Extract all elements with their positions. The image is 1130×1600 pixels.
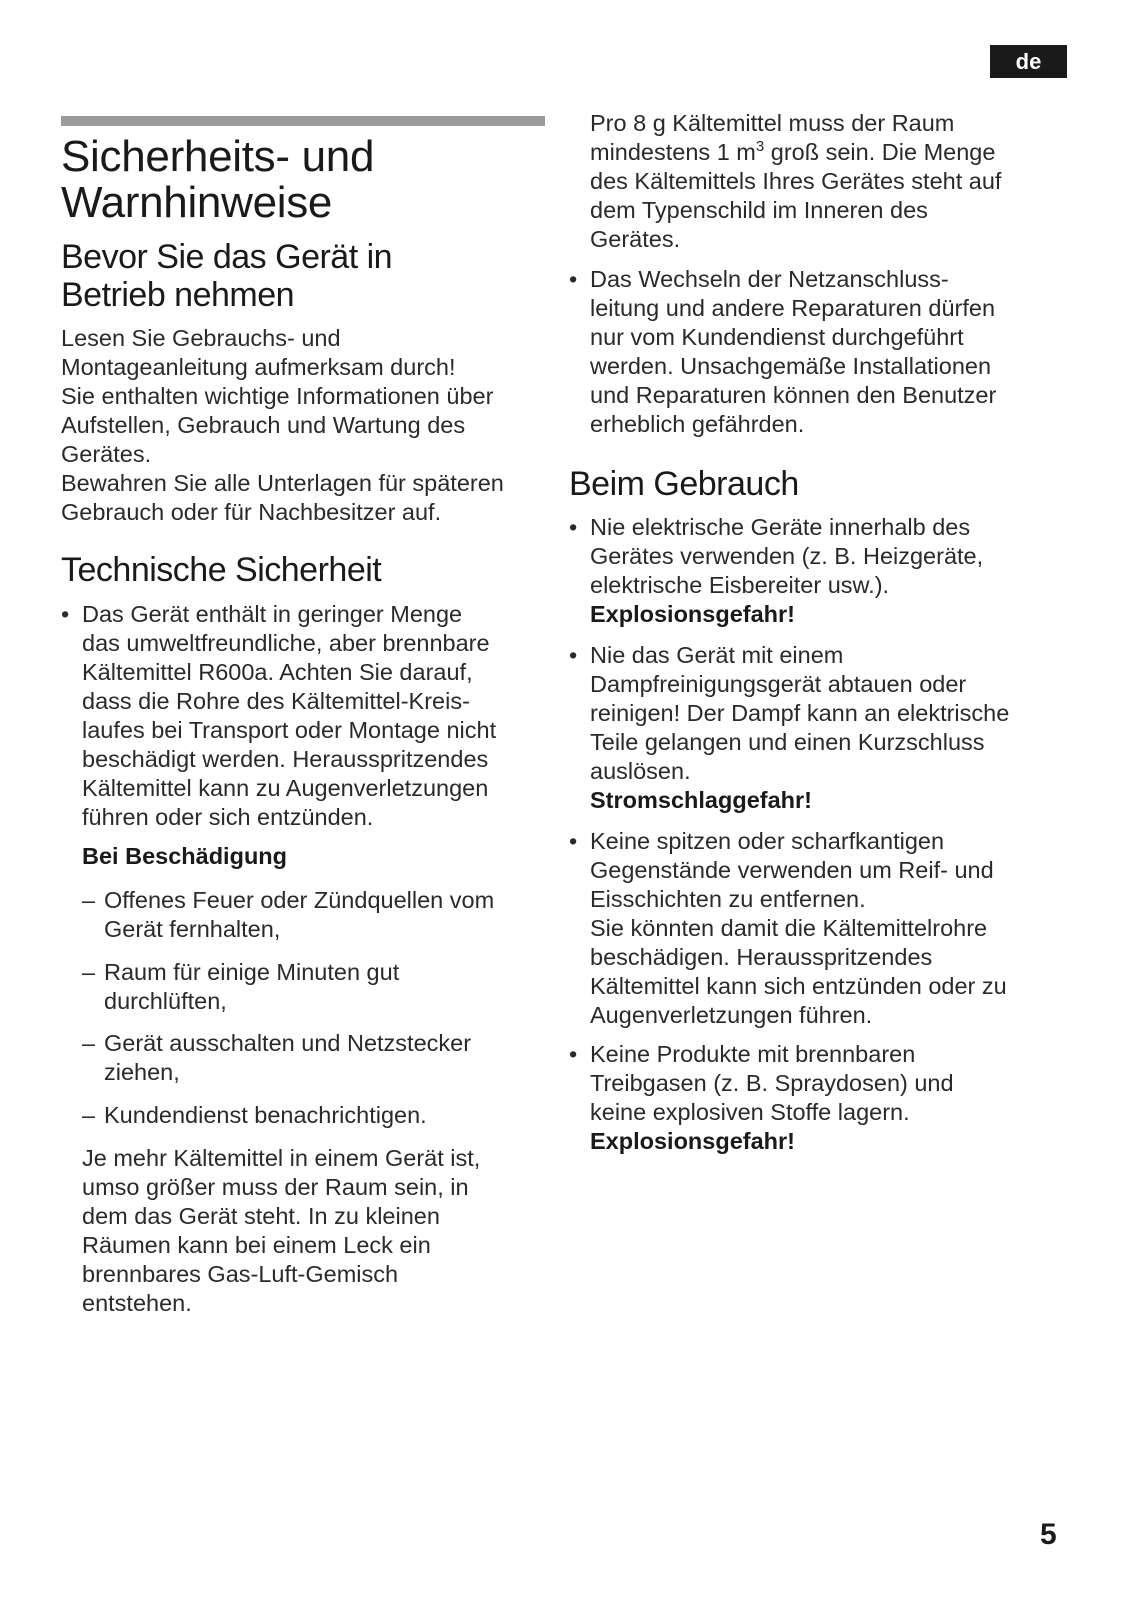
text-line: dass die Rohre des Kältemittel-Kreis- [82,688,470,714]
text-line: beschädigt werden. Herausspritzendes [82,746,489,772]
text-line: Aufstellen, Gebrauch und Wartung des [61,412,466,438]
text-line: Gerät ausschalten und Netzstecker [104,1030,472,1056]
text-line: durchlüften, [104,988,227,1014]
text-line: leitung und andere Reparaturen dürfen [590,295,996,321]
text-line: Lesen Sie Gebrauchs- und [61,325,341,351]
text-line: Kältemittel kann sich entzünden oder zu [590,973,1007,999]
page-title-line-1: Sicherheits- und [61,132,375,181]
bullet-marker: • [61,601,70,627]
bullet-item-electrical-devices [590,513,1060,629]
text-line: Eisschichten zu entfernen. [590,886,866,912]
text-line: reinigen! Der Dampf kann an elektrische [590,700,1010,726]
text-line: Gerätes. [590,226,681,252]
dash-marker: – [82,959,96,985]
page-title-line-2: Warnhinweise [61,178,333,227]
section-heading-technical-safety: Technische Sicherheit [61,551,382,589]
bullet-marker: • [569,1041,578,1067]
title-rule [61,116,545,126]
text-line: das umweltfreundliche, aber brennbare [82,630,490,656]
text-fragment: mindestens 1 m [590,139,756,165]
text-line: Das Gerät enthält in geringer Menge [82,601,463,627]
text-line: umso größer muss der Raum sein, in [82,1174,469,1200]
text-line: Keine spitzen oder scharfkantigen [590,828,945,854]
text-line: Dampfreinigungsgerät abtauen oder [590,671,967,697]
bullet-marker: • [569,642,578,668]
text-line: elektrische Eisbereiter usw.). [590,572,890,598]
bullet-item-refrigerant [82,600,552,832]
bullet-marker: • [569,514,578,540]
text-line: und Reparaturen können den Benutzer [590,382,997,408]
text-line: Gegenstände verwenden um Reif- und [590,857,994,883]
dash-marker: – [82,887,96,913]
bullet-marker: • [569,266,578,292]
room-size-paragraph [590,109,1060,254]
bullet-item-sharp-objects [590,827,1060,1030]
subheading-damage: Bei Beschädigung [82,843,288,869]
text-line: Kältemittel kann zu Augenverletzungen [82,775,489,801]
superscript: 3 [755,138,765,156]
language-badge: de [990,45,1067,78]
text-line: Sie könnten damit die Kältemittelrohre [590,915,988,941]
text-line: Räumen kann bei einem Leck ein [82,1232,431,1258]
text-line [590,138,1060,167]
dash-item [104,958,554,1016]
text-line: ziehen, [104,1059,180,1085]
text-line: Augenverletzungen führen. [590,1002,873,1028]
dash-marker: – [82,1102,96,1128]
text-line: Treibgasen (z. B. Spraydosen) und [590,1070,954,1096]
warning-text: Explosionsgefahr! [590,601,796,627]
text-line: entstehen. [82,1290,192,1316]
text-line: Kältemittel R600a. Achten Sie darauf, [82,659,473,685]
text-line: erheblich gefährden. [590,411,805,437]
text-line: Gerätes verwenden (z. B. Heizgeräte, [590,543,984,569]
text-line: Keine Produkte mit brennbaren [590,1041,916,1067]
section-heading-before-use [61,238,551,314]
section-heading-before-use-line-1: Bevor Sie das Gerät in [61,238,393,276]
text-line: Montageanleitung aufmerksam durch! [61,354,456,380]
text-line: Gebrauch oder für Nachbesitzer auf. [61,499,442,525]
text-line: Je mehr Kältemittel in einem Gerät ist, [82,1145,481,1171]
text-line: Gerätes. [61,441,152,467]
text-line: nur vom Kundendienst durchgeführt [590,324,964,350]
text-line: Pro 8 g Kältemittel muss der Raum [590,110,955,136]
refrigerant-room-paragraph [82,1144,552,1318]
text-line: brennbares Gas-Luft-Gemisch [82,1261,399,1287]
intro-paragraph [61,324,551,527]
text-line: dem Typenschild im Inneren des [590,197,928,223]
text-line: Kundendienst benachrichtigen. [104,1102,427,1128]
text-line: Gerät fernhalten, [104,916,281,942]
text-line: dem das Gerät steht. In zu kleinen [82,1203,440,1229]
section-heading-during-use: Beim Gebrauch [569,465,799,503]
dash-item [104,886,554,944]
text-fragment: groß sein. Die Menge [764,139,996,165]
bullet-marker: • [569,828,578,854]
page-number: 5 [1040,1518,1057,1551]
text-line: Nie das Gerät mit einem [590,642,844,668]
text-line: Nie elektrische Geräte innerhalb des [590,514,971,540]
dash-item [104,1101,554,1130]
text-line: Das Wechseln der Netzanschluss- [590,266,949,292]
section-heading-before-use-line-2: Betrieb nehmen [61,276,295,314]
dash-marker: – [82,1030,96,1056]
dash-item [104,1029,554,1087]
text-line: Bewahren Sie alle Unterlagen für späteren [61,470,504,496]
bullet-item-repairs [590,265,1060,439]
text-line: auslösen. [590,758,691,784]
page-title [61,134,551,226]
bullet-item-propellants [590,1040,1060,1156]
text-line: führen oder sich entzünden. [82,804,374,830]
text-line: des Kältemittels Ihres Gerätes steht auf [590,168,1002,194]
warning-text: Stromschlaggefahr! [590,787,812,813]
text-line: Sie enthalten wichtige Informationen über [61,383,494,409]
text-line: Offenes Feuer oder Zündquellen vom [104,887,495,913]
warning-text: Explosionsgefahr! [590,1128,796,1154]
text-line: Teile gelangen und einen Kurzschluss [590,729,985,755]
text-line: werden. Unsachgemäße Installationen [590,353,992,379]
text-line: laufes bei Transport oder Montage nicht [82,717,497,743]
text-line: beschädigen. Herausspritzendes [590,944,933,970]
bullet-item-steam-cleaner [590,641,1060,815]
text-line: keine explosiven Stoffe lagern. [590,1099,910,1125]
text-line: Raum für einige Minuten gut [104,959,400,985]
